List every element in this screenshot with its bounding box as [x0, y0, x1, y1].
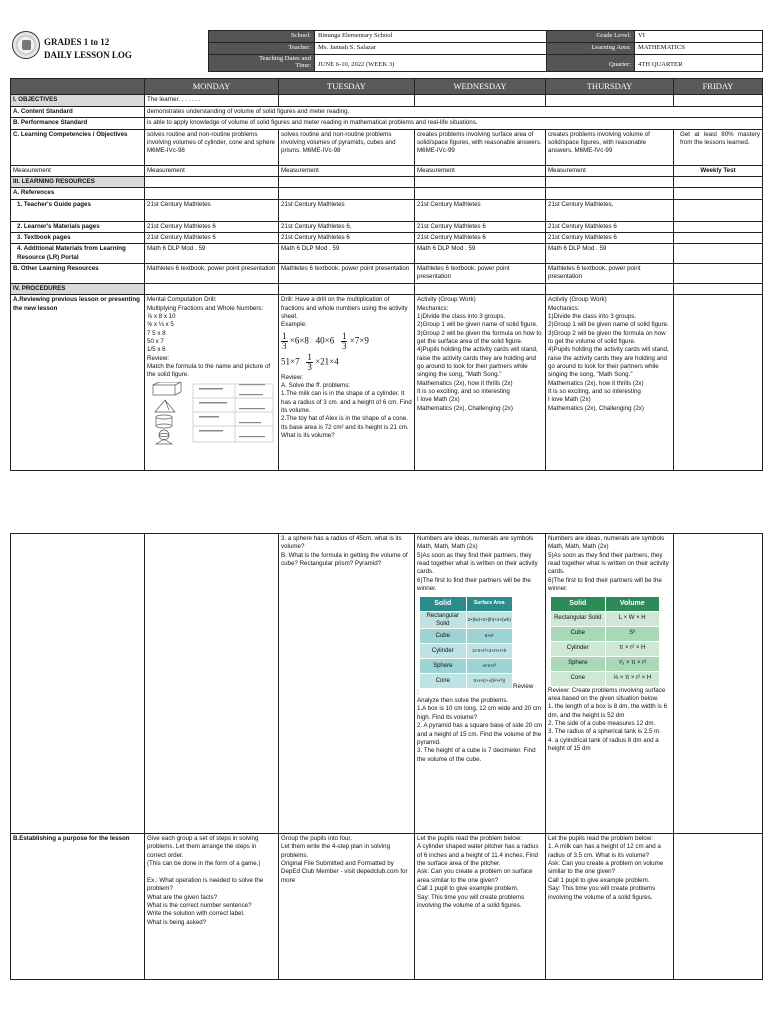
tb-tuesday: 21st Century Mathletes 6 [279, 232, 415, 243]
lm-label: 2. Learner's Materials pages [11, 221, 145, 232]
text-line: Drill: Have a drill on the multiplication of fractions and whole numbers using the activity sheet. [281, 296, 408, 320]
measurement-friday: Weekly Test [674, 165, 763, 176]
procedure-b-tuesday-lines [281, 835, 412, 885]
school-value: Binunga Elementary School [315, 31, 547, 43]
performance-standard-text: is able to apply knowledge of volume of solid figures and meter reading in mathematical problems and real-life situations. [145, 118, 763, 129]
procedure-a-tuesday-review [281, 374, 412, 441]
text-line: 4)Pupils holding the activity cards will stand, raise the activity cards they are holding and go around to look for their partners while singing the song, "Math Song." [417, 346, 538, 379]
learner-text: The learner. . . . . . . [145, 95, 279, 106]
text-line: 3. a sphere has a radius of 45cm. what is its volume? [281, 535, 402, 551]
other-monday: Mathletes 6 textbook, power point presentation [145, 264, 279, 284]
tb-thursday: 21st Century Mathletes 6 [546, 232, 674, 243]
frac-den: 3 [282, 340, 287, 351]
vol-row-formula: ⅓ × π × r² × H [605, 671, 660, 686]
fraction-drill-line-2 [281, 353, 412, 372]
text-line: 1.The milk can is in the shape of a cylinder. It has a radius of 3 cm. and a height of 6 cm. Find its volume. [281, 390, 412, 415]
day-header-tuesday: TUESDAY [279, 79, 415, 95]
measurement-wednesday: Measurement [415, 165, 546, 176]
procedure-a-thursday-cont [546, 534, 674, 834]
sa-row-formula: 6×s² [466, 628, 513, 643]
sa-row-solid: Rectangular Solid [420, 611, 467, 628]
sa-row-solid: Cylinder [420, 643, 467, 658]
am-thursday: Math 6 DLP Mod . 59 [546, 244, 674, 264]
tg-label: 1. Teacher's Guide pages [11, 199, 145, 221]
text-line: 6)The first to find their partners will be the winner. [548, 576, 662, 593]
competencies-label: C. Learning Competencies / Objectives [11, 129, 145, 165]
quarter-value: 4TH QUARTER [635, 54, 763, 71]
text-line: I love Math (2x) [417, 396, 460, 404]
text-line: Multiplying Fractions and Whole Numbers: [147, 304, 264, 312]
procedure-b-wednesday-lines [417, 835, 543, 910]
text-line: I love Math (2x) [548, 396, 591, 404]
lesson-log-page-1 [10, 78, 762, 471]
text-line: 5)As soon as they find their partners, they read together what is written on their activity cards. [417, 551, 538, 576]
math-expr-4: 51×7 [281, 356, 300, 367]
other-thursday: Mathletes 6 textbook, power point presentation [546, 264, 674, 284]
other-wednesday: Mathletes 6 textbook, power point presentation [415, 264, 546, 284]
content-standard-text: demonstrates understanding of volume of solid figures and meter reading. [145, 106, 763, 117]
vol-row-formula: S³ [605, 626, 660, 641]
vol-row-formula: ⁴⁄₃ × π × r³ [605, 656, 660, 671]
text-line: A. Solve the ff. problems: [281, 381, 351, 389]
procedure-a-label: A.Reviewing previous lesson or presenting the new lesson [11, 295, 145, 471]
vol-head-volume: Volume [605, 596, 660, 611]
deped-seal-icon [12, 31, 40, 59]
sa-row-solid: Cube [420, 628, 467, 643]
tg-wednesday: 21st Century Mathletes [415, 199, 546, 221]
text-line: Review: [281, 373, 304, 381]
text-line: Call 1 pupil to give example problem. [548, 876, 650, 884]
procedure-b-label: B.Establishing a purpose for the lesson [11, 834, 145, 980]
competency-tuesday: solves routine and non-routine problems involving volumes of pyramids, cubes and prisms. M6ME-IVc-98 [279, 129, 415, 165]
dates-value: JUNE 6-10, 2022 (WEEK 3) [315, 54, 547, 71]
vol-row-solid: Cone [551, 671, 606, 686]
area-label: Learning Area: [547, 42, 635, 54]
text-line: It is so exciting, and so interesting [548, 388, 641, 396]
other-tuesday: Mathletes 6 textbook, power point presentation [279, 264, 415, 284]
frac-den-2: 3 [341, 340, 347, 351]
competency-thursday: creates problems involving volume of solid/space figures, with reasonable answers. M6ME-IVc-99 [546, 129, 674, 165]
procedure-a-tuesday [279, 295, 415, 471]
text-line: 2. The side of a cube measures 12 dm. [548, 719, 656, 727]
area-value: MATHEMATICS [635, 42, 763, 54]
procedure-b-monday [145, 834, 279, 980]
lm-thursday: 21st Century Mathletes 6 [546, 221, 674, 232]
text-line: Group the pupils into four. [281, 835, 352, 842]
school-label: School: [209, 31, 315, 43]
dates-label-line2: Time: [295, 61, 311, 69]
text-line: Let them write the 4-step plan in solving problems. [281, 843, 391, 859]
text-line: 4. a cylindrical tank of radius 8 dm and a height of 15 dm [548, 736, 659, 753]
performance-standard-label: B. Performance Standard [11, 118, 145, 129]
sa-head-solid: Solid [420, 596, 467, 611]
text-line: Original File Submitted and Formatted by DepEd Club Member - visit depedclub.com for more [281, 860, 408, 884]
measurement-monday: Measurement [145, 165, 279, 176]
text-line: Review: Create problems involving surface area based on the given situation below. [548, 686, 666, 702]
vol-head-solid: Solid [551, 596, 606, 611]
text-line: 3. The radius of a spherical tank is 2.5 m. [548, 728, 662, 736]
procedure-a-monday-lines [147, 296, 276, 380]
sa-row-solid: Sphere [420, 658, 467, 673]
frac-num-3: 1 [307, 351, 312, 362]
day-header-monday: MONDAY [145, 79, 279, 95]
text-line: 4)Pupils holding the activity cards will stand, raise the activity cards they are holding and go around to look for their partners while singing the song, "Math Song." [548, 346, 669, 379]
teacher-value: Ms. Jannah S. Salazar [315, 42, 547, 54]
procedure-a-thursday [546, 295, 674, 471]
text-line: Numbers are ideas, numerals are symbols [417, 535, 534, 542]
sa-row-solid: Cone [420, 673, 467, 688]
text-line: Call 1 pupil to give example problem. [417, 885, 519, 893]
am-monday: Math 6 DLP Mod . 59 [145, 244, 279, 264]
fraction-one-third-2 [341, 332, 348, 351]
tb-monday: 21st Century Mathletes 6 [145, 232, 279, 243]
frac-num-2: 1 [341, 330, 347, 341]
procedure-a-tuesday-cont [279, 534, 415, 834]
text-line: 1/5 x 6 [147, 346, 166, 354]
text-line: Mathematics (2x), how it thrills (2x) [417, 379, 513, 387]
day-header-friday: FRIDAY [674, 79, 763, 95]
text-line: A cylinder shaped water pitcher has a radius of 6 inches and a height of 11.4 inches. Find the surface area of the pitcher. [417, 843, 539, 868]
surface-area-formula-table [419, 596, 513, 689]
sa-row-formula: 2×(lw)+2×(lh)+2×(wh) [466, 611, 513, 628]
competency-friday: Get at least 80% mastery from the lessons learned. [674, 129, 763, 165]
procedure-b-thursday-lines [548, 835, 671, 902]
text-line: Give each group a set of steps in solving problems. Let them arrange the steps in correct order. [147, 835, 259, 859]
am-label: 4. Additional Materials from Learning Resource (LR) Portal [11, 244, 145, 264]
text-line: Let the pupils read the problem below: [548, 835, 653, 842]
grade-value: VI [635, 31, 763, 43]
text-line: 1)Divide the class into 3 groups. [417, 312, 506, 320]
text-line: Say: This time you will create problems involving the volume of a solid figures. [417, 893, 525, 909]
text-line: Ask: Can you create a problem on volume similar to the one given? [548, 860, 664, 876]
section-objectives: I. OBJECTIVES [11, 95, 145, 106]
text-line: 3. The height of a cube is 7 decimeter. Find the volume of the cube. [417, 747, 536, 763]
text-line: 2. A pyramid has a square base of side 20 cm and a height of 15 cm. Find the volume of the pyramid. [417, 722, 543, 746]
text-line: Example: [281, 321, 307, 329]
tb-label: 3. Textbook pages [11, 232, 145, 243]
text-line: Let the pupils read the problem below: [417, 835, 522, 842]
procedure-a-wednesday-lines [417, 296, 543, 413]
text-line: 6)The first to find their partners will be the winner. [417, 576, 531, 593]
sa-head-area: Surface Area [466, 596, 513, 611]
math-expr-3: ×7×9 [349, 335, 369, 346]
text-line: Activity (Group Work) [417, 296, 476, 304]
procedure-a-wednesday-problems [417, 697, 543, 764]
teacher-label: Teacher: [209, 42, 315, 54]
text-line [147, 868, 276, 876]
text-line: Mathematics (2x), Challenging (2x) [548, 404, 644, 412]
tg-monday: 21st Century Mathletes [145, 199, 279, 221]
fraction-one-third [281, 332, 288, 351]
text-line: Ask: Can you create a problem on surface area similar to the one given? [417, 868, 533, 884]
text-line: Mechanics: [417, 304, 449, 312]
section-procedures: IV. PROCEDURES [11, 283, 145, 294]
vol-row-solid: Rectangular Solid [551, 611, 606, 626]
header-title-grades: GRADES 1 to 12 [44, 37, 110, 47]
text-line: What is the correct number sentence? [147, 901, 252, 909]
text-line: Mathematics (2x), how it thrills (2x) [548, 379, 644, 387]
vol-row-formula: L × W × H [605, 611, 660, 626]
tb-wednesday: 21st Century Mathletes 6 [415, 232, 546, 243]
procedure-a-thursday-review [548, 687, 671, 754]
text-line: Match the formula to the name and picture of the solid figure. [147, 363, 271, 379]
text-line: Mathematics (2x), Challenging (2x) [417, 404, 513, 412]
review-word: Review [513, 683, 534, 691]
dates-label-line1: Teaching Dates and [259, 54, 311, 62]
sa-row-formula: 2×π×r²+2×π×r×h [466, 643, 513, 658]
lm-tuesday: 21st Century Mathletes 6, [279, 221, 415, 232]
tg-tuesday: 21st Century Mathletes [279, 199, 415, 221]
text-line: 2)Group 1 will be given name of solid figure. [417, 321, 538, 329]
text-line: 1. A milk can has a height of 12 cm and a radius of 3.5 cm. What is its volume? [548, 843, 661, 859]
text-line: Mental Computation Drill: [147, 296, 217, 304]
text-line: It is so exciting, and so interesting [417, 388, 510, 396]
text-line: (This can be done in the form of a game.) [147, 860, 261, 868]
grade-label: Grade Level: [547, 31, 635, 43]
tg-thursday: 21st Century Mathletes, [546, 199, 674, 221]
lesson-log-page-2 [10, 533, 762, 980]
text-line: What is being asked? [147, 918, 207, 926]
procedure-a-thursday-cont-lines [548, 535, 671, 594]
day-header-wednesday: WEDNESDAY [415, 79, 546, 95]
procedure-b-thursday [546, 834, 674, 980]
am-wednesday: Math 6 DLP Mod . 59 [415, 244, 546, 264]
math-expr-5: ×21×4 [315, 356, 339, 367]
quarter-label: Quarter: [547, 54, 635, 71]
sa-row-formula: 4×π×r² [466, 658, 513, 673]
text-line: ⅞ x 8 x 10 [147, 312, 176, 320]
procedure-a-tuesday-cont-lines [281, 535, 412, 568]
measurement-thursday: Measurement [546, 165, 674, 176]
vol-row-solid: Cylinder [551, 641, 606, 656]
math-expr-2: 40×6 [315, 335, 335, 346]
vol-row-formula: π × r² × H [605, 641, 660, 656]
lm-wednesday: 21st Century Mathletes 6 [415, 221, 546, 232]
competency-monday: solves routine and non-routine problems involving volumes of cylinder, cone and sphere M6ME-IVc-98 [145, 129, 279, 165]
text-line: Write the solution with correct label. [147, 910, 245, 918]
text-line: 3)Group 2 will be given the formula on how to get the surface area of the solid figure. [417, 329, 542, 345]
text-line: 50 x 7 [147, 337, 164, 345]
lesson-log-table [10, 78, 763, 471]
procedure-b-wednesday [415, 834, 546, 980]
procedure-a-wednesday-cont [415, 534, 546, 834]
text-line: 3)Group 2 will be given the formula on how to get the volume of solid figure. [548, 329, 666, 345]
volume-formula-table [550, 596, 660, 687]
section-learning-resources: III. LEARNING RESOURCES [11, 176, 145, 187]
vol-row-solid: Sphere [551, 656, 606, 671]
solid-figures-icon [147, 382, 275, 446]
frac-num: 1 [282, 330, 287, 341]
text-line: Say: This time you will create problems involving the volume of a solid figures. [548, 885, 656, 901]
fraction-drill-line-1 [281, 332, 412, 351]
day-header-blank [11, 79, 145, 95]
text-line: B. What is the formula in getting the volume of cube? Rectangular prism? Pyramid? [281, 551, 408, 568]
am-tuesday: Math 6 DLP Mod . 59 [279, 244, 415, 264]
text-line: 5)As soon as they find their partners, they read together what is written on their activity cards. [548, 551, 669, 576]
text-line: Analyze then solve the problems. [417, 697, 509, 705]
competency-wednesday: creates problems involving surface area of solid/space figures, with reasonable answers. M6ME-IVc-99 [415, 129, 546, 165]
text-line: 2)Group 1 will be given name of solid figure. [548, 321, 669, 329]
text-line: Math, Math, Math (2x) [548, 543, 609, 551]
frac-den-3: 3 [307, 361, 312, 372]
procedure-a-tuesday-lines [281, 296, 412, 329]
text-line: 1. the length of a box is 8 dm, the width is 6 dm, and the height is 52 dm [548, 703, 668, 719]
procedure-a-thursday-lines [548, 296, 671, 413]
fraction-one-third-3 [306, 353, 313, 372]
text-line: Mechanics: [548, 304, 580, 312]
text-line: ⅝ x ⅓ x 5 [147, 321, 174, 329]
text-line: Review: [147, 354, 170, 362]
procedure-a-wednesday [415, 295, 546, 471]
solid-figures-match-image [147, 382, 276, 448]
math-expr-1: ×6×8 [289, 335, 309, 346]
header-info-table [208, 30, 763, 72]
procedure-b-tuesday [279, 834, 415, 980]
review-colon: : [417, 688, 419, 696]
text-line: Ex.: What operation is needed to solve the problem? [147, 876, 264, 893]
text-line: 1)Divide the class into 3 groups. [548, 312, 637, 320]
text-line: 1.A box is 10 cm long, 12 cm wide and 20 cm high. Find its volume? [417, 705, 542, 721]
header-title-dll: DAILY LESSON LOG [44, 50, 132, 60]
measurement-label: Measurement [11, 165, 145, 176]
references-label: A. References [11, 188, 145, 199]
text-line: 7 5 x 8 [147, 329, 166, 337]
vol-row-solid: Cube [551, 626, 606, 641]
text-line: 2.The toy hat of Alex is in the shape of a cone. Its base area is 72 cm² and its height is 21 cm. What is its volume? [281, 415, 409, 440]
lesson-log-table-continued [10, 533, 763, 980]
content-standard-label: A. Content Standard [11, 106, 145, 117]
procedure-b-monday-lines [147, 835, 276, 927]
lm-monday: 21st Century Mathletes 6 [145, 221, 279, 232]
procedure-a-monday [145, 295, 279, 471]
sa-row-formula: π×r×(r+√(h²+r²)) [466, 673, 513, 688]
text-line: What are the given facts? [147, 893, 218, 901]
day-header-thursday: THURSDAY [546, 79, 674, 95]
measurement-tuesday: Measurement [279, 165, 415, 176]
surface-area-table-wrap [417, 596, 543, 689]
text-line: Numbers are ideas, numerals are symbols [548, 535, 665, 542]
dll-header [10, 28, 762, 72]
other-resources-label: B. Other Learning Resources [11, 264, 145, 284]
text-line: Activity (Group Work) [548, 296, 607, 304]
procedure-a-wednesday-cont-lines [417, 535, 543, 594]
text-line: Math, Math, Math (2x) [417, 543, 478, 551]
dates-label [209, 54, 315, 71]
